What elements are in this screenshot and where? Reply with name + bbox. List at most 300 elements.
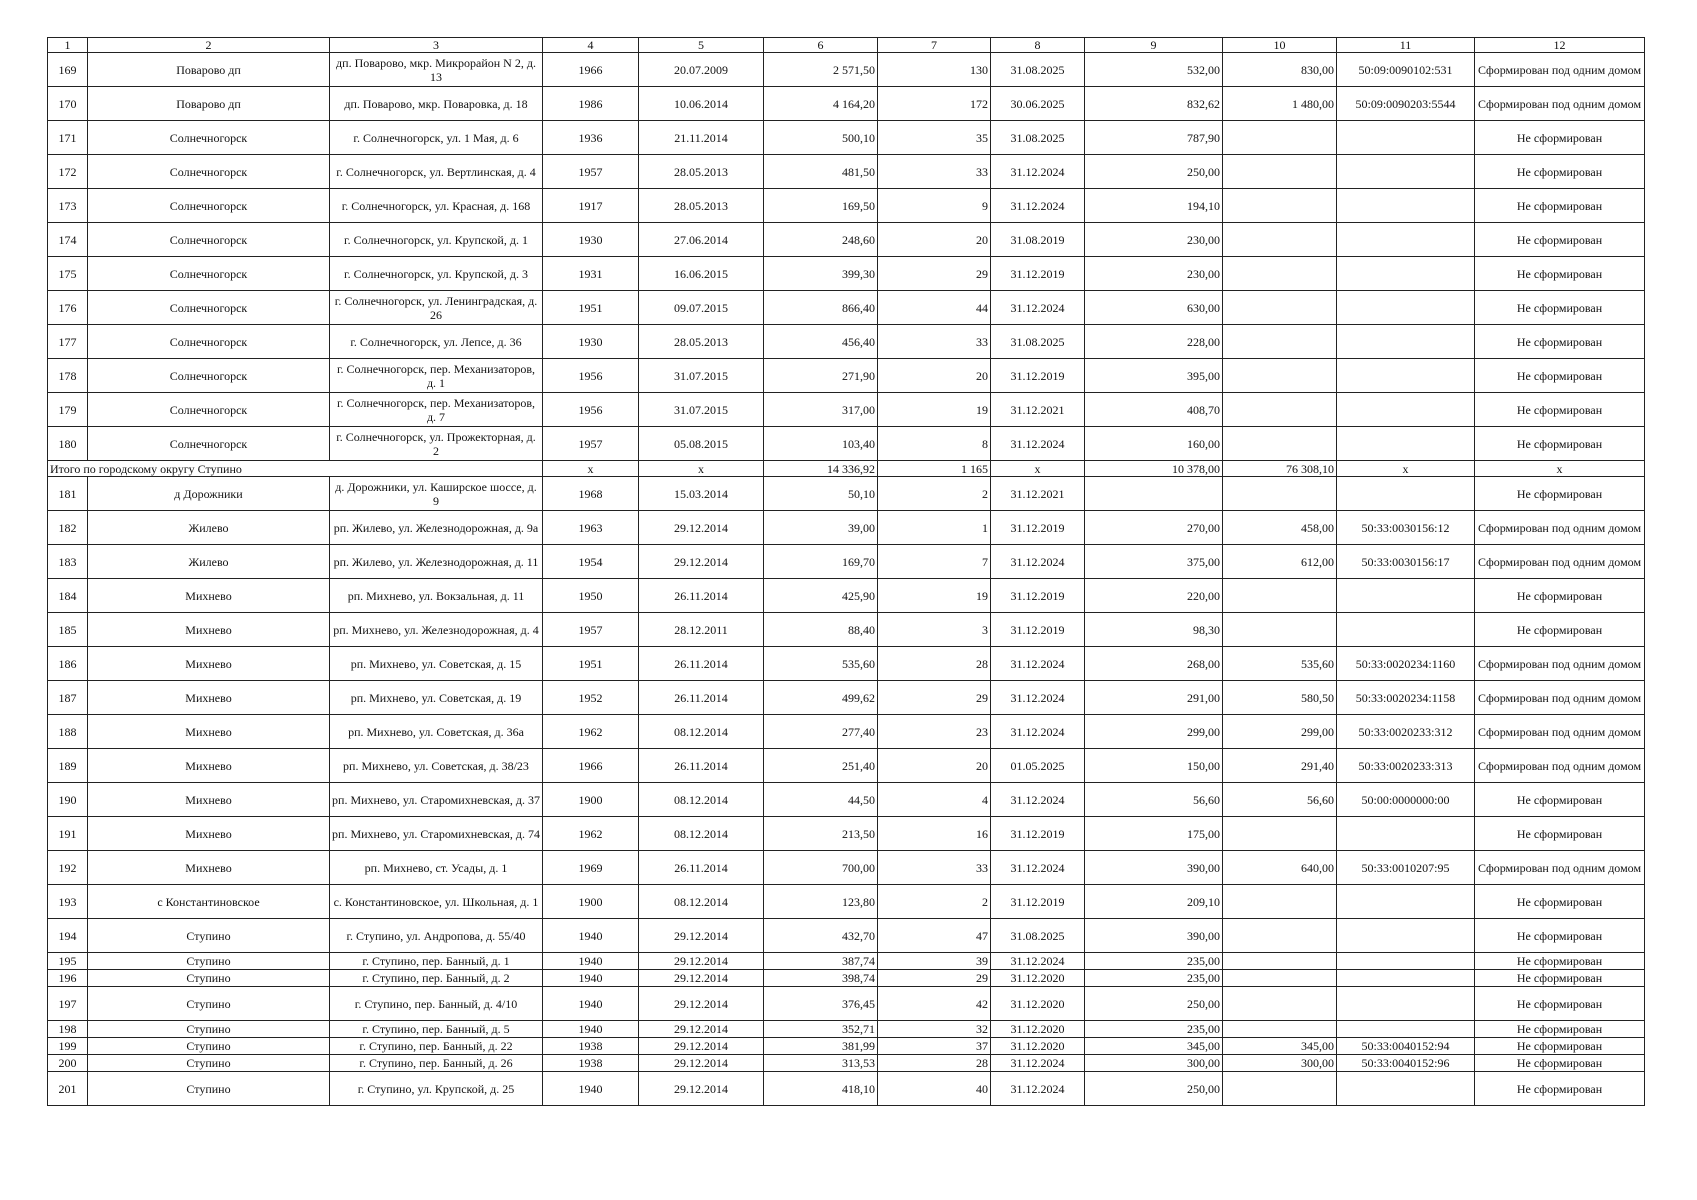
- area-cell: 2 571,50: [764, 53, 878, 87]
- land-area-cell: [1223, 427, 1337, 461]
- table-row: [48, 257, 1645, 291]
- row-number-cell: 191: [48, 817, 88, 851]
- land-status-cell: Не сформирован: [1475, 155, 1645, 189]
- land-area-cell: 345,00: [1223, 1038, 1337, 1055]
- planned-date-cell: 31.08.2025: [991, 121, 1085, 155]
- residents-cell: 20: [878, 749, 991, 783]
- planned-date-cell: 31.12.2024: [991, 681, 1085, 715]
- land-area-cell: 1 480,00: [1223, 87, 1337, 121]
- cadastral-number-cell: 50:33:0020234:1160: [1337, 647, 1475, 681]
- area-value-cell: 235,00: [1085, 1021, 1223, 1038]
- inspection-date-cell: 29.12.2014: [639, 1055, 764, 1072]
- row-number-cell: 173: [48, 189, 88, 223]
- address-cell: рп. Михнево, ст. Усады, д. 1: [330, 851, 543, 885]
- planned-date-cell: 31.12.2019: [991, 579, 1085, 613]
- table-row: [48, 613, 1645, 647]
- inspection-date-cell: 09.07.2015: [639, 291, 764, 325]
- address-cell: г. Ступино, пер. Банный, д. 1: [330, 953, 543, 970]
- land-status-cell: Не сформирован: [1475, 953, 1645, 970]
- area-value-cell: 268,00: [1085, 647, 1223, 681]
- column-number: 1: [48, 38, 88, 53]
- address-cell: с. Константиновское, ул. Школьная, д. 1: [330, 885, 543, 919]
- land-area-cell: [1223, 817, 1337, 851]
- cadastral-number-cell: [1337, 613, 1475, 647]
- land-status-cell: Не сформирован: [1475, 427, 1645, 461]
- address-cell: г. Солнечногорск, ул. Крупской, д. 3: [330, 257, 543, 291]
- land-status-cell: Не сформирован: [1475, 970, 1645, 987]
- inspection-date-cell: 31.07.2015: [639, 393, 764, 427]
- settlement-cell: Жилево: [88, 511, 330, 545]
- address-cell: г. Солнечногорск, ул. Вертлинская, д. 4: [330, 155, 543, 189]
- row-number-cell: 180: [48, 427, 88, 461]
- table-row: [48, 359, 1645, 393]
- build-year-cell: 1957: [543, 155, 639, 189]
- land-area-cell: [1223, 393, 1337, 427]
- settlement-cell: Ступино: [88, 987, 330, 1021]
- table-row: [48, 715, 1645, 749]
- settlement-cell: Ступино: [88, 919, 330, 953]
- build-year-cell: 1940: [543, 970, 639, 987]
- inspection-date-cell: 29.12.2014: [639, 1021, 764, 1038]
- settlement-cell: Солнечногорск: [88, 393, 330, 427]
- settlement-cell: Поварово дп: [88, 87, 330, 121]
- land-status-cell: Не сформирован: [1475, 885, 1645, 919]
- inspection-date-cell: 20.07.2009: [639, 53, 764, 87]
- cadastral-number-cell: [1337, 817, 1475, 851]
- area-value-cell: 209,10: [1085, 885, 1223, 919]
- land-status-cell: Не сформирован: [1475, 1055, 1645, 1072]
- land-status-cell: Не сформирован: [1475, 987, 1645, 1021]
- settlement-cell: Солнечногорск: [88, 325, 330, 359]
- inspection-date-cell: 29.12.2014: [639, 545, 764, 579]
- land-status-cell: Не сформирован: [1475, 477, 1645, 511]
- residents-cell: 29: [878, 970, 991, 987]
- row-number-cell: 188: [48, 715, 88, 749]
- inspection-date-cell: 29.12.2014: [639, 1038, 764, 1055]
- row-number-cell: 187: [48, 681, 88, 715]
- planned-date-cell: 31.12.2024: [991, 189, 1085, 223]
- column-number: 11: [1337, 38, 1475, 53]
- table-row: [48, 817, 1645, 851]
- inspection-date-cell: 29.12.2014: [639, 1072, 764, 1106]
- address-cell: г. Ступино, ул. Крупской, д. 25: [330, 1072, 543, 1106]
- build-year-cell: 1940: [543, 1021, 639, 1038]
- settlement-cell: Ступино: [88, 970, 330, 987]
- row-number-cell: 192: [48, 851, 88, 885]
- area-cell: 213,50: [764, 817, 878, 851]
- land-status-cell: Не сформирован: [1475, 359, 1645, 393]
- residents-cell: 9: [878, 189, 991, 223]
- table-row: [48, 223, 1645, 257]
- build-year-cell: 1957: [543, 427, 639, 461]
- planned-date-cell: 31.12.2020: [991, 987, 1085, 1021]
- table-row: [48, 851, 1645, 885]
- row-number-cell: 195: [48, 953, 88, 970]
- settlement-cell: Ступино: [88, 1055, 330, 1072]
- land-status-cell: Сформирован под одним домом: [1475, 53, 1645, 87]
- table-row: [48, 545, 1645, 579]
- address-cell: рп. Михнево, ул. Советская, д. 36а: [330, 715, 543, 749]
- address-cell: рп. Михнево, ул. Железнодорожная, д. 4: [330, 613, 543, 647]
- total-build-year: х: [543, 461, 639, 477]
- residents-cell: 29: [878, 257, 991, 291]
- inspection-date-cell: 15.03.2014: [639, 477, 764, 511]
- settlement-cell: Солнечногорск: [88, 189, 330, 223]
- address-cell: рп. Жилево, ул. Железнодорожная, д. 9а: [330, 511, 543, 545]
- area-cell: 500,10: [764, 121, 878, 155]
- build-year-cell: 1936: [543, 121, 639, 155]
- address-cell: рп. Михнево, ул. Старомихневская, д. 74: [330, 817, 543, 851]
- land-area-cell: 56,60: [1223, 783, 1337, 817]
- build-year-cell: 1957: [543, 613, 639, 647]
- land-status-cell: Сформирован под одним домом: [1475, 715, 1645, 749]
- inspection-date-cell: 05.08.2015: [639, 427, 764, 461]
- build-year-cell: 1968: [543, 477, 639, 511]
- inspection-date-cell: 10.06.2014: [639, 87, 764, 121]
- build-year-cell: 1950: [543, 579, 639, 613]
- cadastral-number-cell: 50:33:0030156:12: [1337, 511, 1475, 545]
- land-status-cell: Не сформирован: [1475, 291, 1645, 325]
- area-cell: 381,99: [764, 1038, 878, 1055]
- residents-cell: 20: [878, 359, 991, 393]
- cadastral-number-cell: [1337, 953, 1475, 970]
- table-row: [48, 919, 1645, 953]
- land-status-cell: Не сформирован: [1475, 325, 1645, 359]
- area-cell: 88,40: [764, 613, 878, 647]
- cadastral-number-cell: 50:33:0020233:312: [1337, 715, 1475, 749]
- cadastral-number-cell: 50:09:0090203:5544: [1337, 87, 1475, 121]
- column-number: 9: [1085, 38, 1223, 53]
- column-number: 6: [764, 38, 878, 53]
- build-year-cell: 1951: [543, 647, 639, 681]
- area-cell: 432,70: [764, 919, 878, 953]
- settlement-cell: Михнево: [88, 783, 330, 817]
- row-number-cell: 185: [48, 613, 88, 647]
- column-number: 2: [88, 38, 330, 53]
- area-cell: 481,50: [764, 155, 878, 189]
- table-row: [48, 291, 1645, 325]
- land-area-cell: [1223, 359, 1337, 393]
- area-value-cell: 160,00: [1085, 427, 1223, 461]
- row-number-cell: 200: [48, 1055, 88, 1072]
- area-cell: 313,53: [764, 1055, 878, 1072]
- cadastral-number-cell: 50:00:0000000:00: [1337, 783, 1475, 817]
- cadastral-number-cell: 50:33:0020233:313: [1337, 749, 1475, 783]
- land-status-cell: Не сформирован: [1475, 1038, 1645, 1055]
- residents-cell: 33: [878, 851, 991, 885]
- build-year-cell: 1930: [543, 223, 639, 257]
- area-cell: 535,60: [764, 647, 878, 681]
- build-year-cell: 1940: [543, 1072, 639, 1106]
- area-value-cell: 390,00: [1085, 919, 1223, 953]
- address-cell: дп. Поварово, мкр. Микрорайон N 2, д. 13: [330, 53, 543, 87]
- cadastral-number-cell: 50:33:0040152:94: [1337, 1038, 1475, 1055]
- build-year-cell: 1966: [543, 749, 639, 783]
- land-area-cell: 640,00: [1223, 851, 1337, 885]
- residents-cell: 16: [878, 817, 991, 851]
- land-status-cell: Сформирован под одним домом: [1475, 851, 1645, 885]
- planned-date-cell: 31.12.2019: [991, 359, 1085, 393]
- row-number-cell: 170: [48, 87, 88, 121]
- address-cell: рп. Михнево, ул. Советская, д. 19: [330, 681, 543, 715]
- land-area-cell: [1223, 953, 1337, 970]
- row-number-cell: 174: [48, 223, 88, 257]
- address-cell: г. Ступино, пер. Банный, д. 2: [330, 970, 543, 987]
- row-number-cell: 201: [48, 1072, 88, 1106]
- cadastral-number-cell: [1337, 393, 1475, 427]
- residents-cell: 28: [878, 647, 991, 681]
- address-cell: г. Солнечногорск, ул. Красная, д. 168: [330, 189, 543, 223]
- area-value-cell: 299,00: [1085, 715, 1223, 749]
- row-number-cell: 194: [48, 919, 88, 953]
- build-year-cell: 1952: [543, 681, 639, 715]
- table-row: [48, 953, 1645, 970]
- land-status-cell: Не сформирован: [1475, 817, 1645, 851]
- area-cell: 44,50: [764, 783, 878, 817]
- area-value-cell: 230,00: [1085, 257, 1223, 291]
- planned-date-cell: 31.08.2025: [991, 919, 1085, 953]
- build-year-cell: 1938: [543, 1038, 639, 1055]
- row-number-cell: 189: [48, 749, 88, 783]
- settlement-cell: Михнево: [88, 613, 330, 647]
- residents-cell: 32: [878, 1021, 991, 1038]
- area-cell: 50,10: [764, 477, 878, 511]
- build-year-cell: 1931: [543, 257, 639, 291]
- land-area-cell: [1223, 189, 1337, 223]
- table-row: [48, 155, 1645, 189]
- land-area-cell: [1223, 291, 1337, 325]
- area-value-cell: 630,00: [1085, 291, 1223, 325]
- settlement-cell: Ступино: [88, 1021, 330, 1038]
- table-row: [48, 393, 1645, 427]
- row-number-cell: 186: [48, 647, 88, 681]
- build-year-cell: 1954: [543, 545, 639, 579]
- land-area-cell: [1223, 885, 1337, 919]
- address-cell: г. Солнечногорск, ул. Ленинградская, д. 26: [330, 291, 543, 325]
- residents-cell: 2: [878, 477, 991, 511]
- area-cell: 399,30: [764, 257, 878, 291]
- table-row: [48, 53, 1645, 87]
- row-number-cell: 172: [48, 155, 88, 189]
- land-area-cell: [1223, 1021, 1337, 1038]
- table-row: [48, 681, 1645, 715]
- area-cell: 4 164,20: [764, 87, 878, 121]
- total-cadastral-number: х: [1337, 461, 1475, 477]
- area-value-cell: 300,00: [1085, 1055, 1223, 1072]
- settlement-cell: Солнечногорск: [88, 257, 330, 291]
- row-number-cell: 184: [48, 579, 88, 613]
- inspection-date-cell: 16.06.2015: [639, 257, 764, 291]
- cadastral-number-cell: [1337, 1072, 1475, 1106]
- total-land-area: 76 308,10: [1223, 461, 1337, 477]
- total-planned-date: х: [991, 461, 1085, 477]
- cadastral-number-cell: [1337, 121, 1475, 155]
- table-row: [48, 87, 1645, 121]
- address-cell: рп. Михнево, ул. Советская, д. 15: [330, 647, 543, 681]
- land-status-cell: Не сформирован: [1475, 783, 1645, 817]
- area-cell: 277,40: [764, 715, 878, 749]
- planned-date-cell: 31.12.2024: [991, 715, 1085, 749]
- cadastral-number-cell: [1337, 189, 1475, 223]
- area-cell: 700,00: [764, 851, 878, 885]
- land-area-cell: [1223, 1072, 1337, 1106]
- address-cell: г. Солнечногорск, ул. Лепсе, д. 36: [330, 325, 543, 359]
- area-value-cell: 228,00: [1085, 325, 1223, 359]
- row-number-cell: 181: [48, 477, 88, 511]
- area-cell: 352,71: [764, 1021, 878, 1038]
- row-number-cell: 176: [48, 291, 88, 325]
- land-status-cell: Не сформирован: [1475, 223, 1645, 257]
- address-cell: рп. Михнево, ул. Вокзальная, д. 11: [330, 579, 543, 613]
- row-number-cell: 196: [48, 970, 88, 987]
- residents-cell: 37: [878, 1038, 991, 1055]
- cadastral-number-cell: [1337, 155, 1475, 189]
- settlement-cell: Солнечногорск: [88, 427, 330, 461]
- build-year-cell: 1986: [543, 87, 639, 121]
- land-status-cell: Не сформирован: [1475, 1021, 1645, 1038]
- inspection-date-cell: 29.12.2014: [639, 953, 764, 970]
- row-number-cell: 198: [48, 1021, 88, 1038]
- area-cell: 103,40: [764, 427, 878, 461]
- column-number: 3: [330, 38, 543, 53]
- area-value-cell: 832,62: [1085, 87, 1223, 121]
- inspection-date-cell: 31.07.2015: [639, 359, 764, 393]
- inspection-date-cell: 26.11.2014: [639, 681, 764, 715]
- land-status-cell: Сформирован под одним домом: [1475, 87, 1645, 121]
- planned-date-cell: 31.12.2019: [991, 511, 1085, 545]
- planned-date-cell: 31.08.2019: [991, 223, 1085, 257]
- table-row: [48, 987, 1645, 1021]
- settlement-cell: Михнево: [88, 681, 330, 715]
- land-area-cell: 300,00: [1223, 1055, 1337, 1072]
- planned-date-cell: 31.12.2019: [991, 257, 1085, 291]
- residents-cell: 33: [878, 155, 991, 189]
- table-row: [48, 970, 1645, 987]
- column-number: 12: [1475, 38, 1645, 53]
- build-year-cell: 1940: [543, 919, 639, 953]
- planned-date-cell: 31.12.2020: [991, 1038, 1085, 1055]
- cadastral-number-cell: [1337, 291, 1475, 325]
- table-row: [48, 783, 1645, 817]
- area-value-cell: 250,00: [1085, 987, 1223, 1021]
- land-area-cell: [1223, 987, 1337, 1021]
- build-year-cell: 1963: [543, 511, 639, 545]
- land-area-cell: [1223, 155, 1337, 189]
- area-cell: 376,45: [764, 987, 878, 1021]
- cadastral-number-cell: 50:33:0040152:96: [1337, 1055, 1475, 1072]
- table-row: [48, 647, 1645, 681]
- row-number-cell: 199: [48, 1038, 88, 1055]
- total-inspection-date: х: [639, 461, 764, 477]
- settlement-cell: Михнево: [88, 715, 330, 749]
- inspection-date-cell: 28.05.2013: [639, 189, 764, 223]
- inspection-date-cell: 28.12.2011: [639, 613, 764, 647]
- inspection-date-cell: 08.12.2014: [639, 885, 764, 919]
- row-number-cell: 175: [48, 257, 88, 291]
- area-cell: 866,40: [764, 291, 878, 325]
- residents-cell: 28: [878, 1055, 991, 1072]
- settlement-cell: Ступино: [88, 953, 330, 970]
- build-year-cell: 1938: [543, 1055, 639, 1072]
- settlement-cell: Солнечногорск: [88, 291, 330, 325]
- column-number: 10: [1223, 38, 1337, 53]
- inspection-date-cell: 28.05.2013: [639, 325, 764, 359]
- total-area-value: 10 378,00: [1085, 461, 1223, 477]
- row-number-cell: 182: [48, 511, 88, 545]
- inspection-date-cell: 27.06.2014: [639, 223, 764, 257]
- settlement-cell: д Дорожники: [88, 477, 330, 511]
- area-cell: 271,90: [764, 359, 878, 393]
- cadastral-number-cell: [1337, 987, 1475, 1021]
- inspection-date-cell: 29.12.2014: [639, 919, 764, 953]
- planned-date-cell: 31.12.2021: [991, 393, 1085, 427]
- area-cell: 425,90: [764, 579, 878, 613]
- column-number: 5: [639, 38, 764, 53]
- row-number-cell: 171: [48, 121, 88, 155]
- area-cell: 387,74: [764, 953, 878, 970]
- area-value-cell: 220,00: [1085, 579, 1223, 613]
- address-cell: г. Ступино, пер. Банный, д. 26: [330, 1055, 543, 1072]
- table-row: [48, 1038, 1645, 1055]
- row-number-cell: 193: [48, 885, 88, 919]
- land-area-cell: 291,40: [1223, 749, 1337, 783]
- inspection-date-cell: 26.11.2014: [639, 749, 764, 783]
- address-cell: г. Ступино, пер. Банный, д. 4/10: [330, 987, 543, 1021]
- table-row: [48, 427, 1645, 461]
- cadastral-number-cell: [1337, 885, 1475, 919]
- row-number-cell: 183: [48, 545, 88, 579]
- cadastral-number-cell: 50:33:0020234:1158: [1337, 681, 1475, 715]
- land-area-cell: 830,00: [1223, 53, 1337, 87]
- land-status-cell: Сформирован под одним домом: [1475, 749, 1645, 783]
- total-residents: 1 165: [878, 461, 991, 477]
- document-page: [47, 37, 1644, 1106]
- area-value-cell: 194,10: [1085, 189, 1223, 223]
- settlement-cell: Ступино: [88, 1038, 330, 1055]
- settlement-cell: Михнево: [88, 579, 330, 613]
- residents-cell: 19: [878, 393, 991, 427]
- land-area-cell: [1223, 325, 1337, 359]
- planned-date-cell: 31.12.2024: [991, 783, 1085, 817]
- area-cell: 398,74: [764, 970, 878, 987]
- table-row: [48, 325, 1645, 359]
- planned-date-cell: 31.12.2024: [991, 291, 1085, 325]
- area-value-cell: 345,00: [1085, 1038, 1223, 1055]
- housing-table: [47, 37, 1645, 1106]
- table-row: [48, 121, 1645, 155]
- inspection-date-cell: 29.12.2014: [639, 987, 764, 1021]
- land-status-cell: Не сформирован: [1475, 189, 1645, 223]
- area-value-cell: 250,00: [1085, 1072, 1223, 1106]
- settlement-cell: Солнечногорск: [88, 155, 330, 189]
- planned-date-cell: 31.12.2024: [991, 155, 1085, 189]
- residents-cell: 172: [878, 87, 991, 121]
- table-row: [48, 189, 1645, 223]
- area-value-cell: [1085, 477, 1223, 511]
- settlement-cell: с Константиновское: [88, 885, 330, 919]
- land-area-cell: [1223, 970, 1337, 987]
- settlement-cell: Михнево: [88, 647, 330, 681]
- area-value-cell: 150,00: [1085, 749, 1223, 783]
- land-status-cell: Сформирован под одним домом: [1475, 545, 1645, 579]
- cadastral-number-cell: [1337, 257, 1475, 291]
- build-year-cell: 1962: [543, 817, 639, 851]
- land-status-cell: Не сформирован: [1475, 257, 1645, 291]
- settlement-cell: Солнечногорск: [88, 121, 330, 155]
- residents-cell: 47: [878, 919, 991, 953]
- address-cell: рп. Михнево, ул. Советская, д. 38/23: [330, 749, 543, 783]
- build-year-cell: 1962: [543, 715, 639, 749]
